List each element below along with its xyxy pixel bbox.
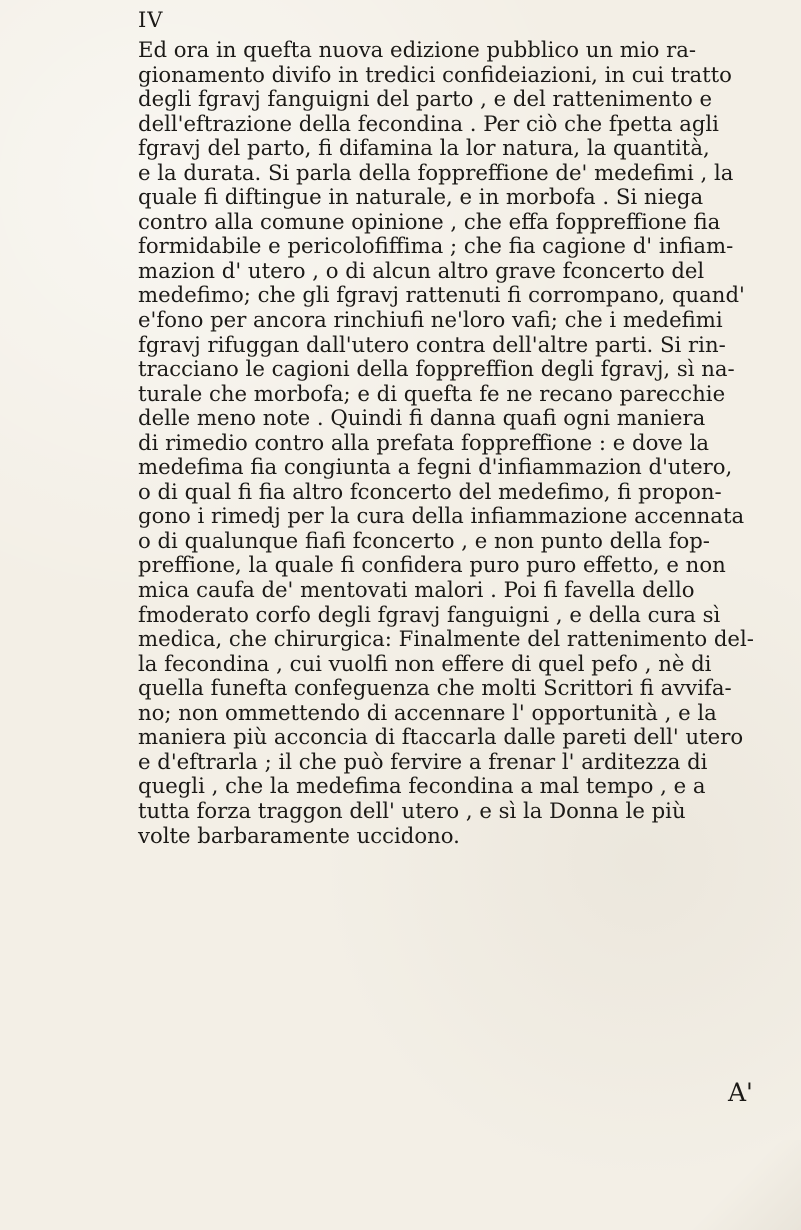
- text-line: mica caufa de' mentovati malori . Poi fi favella dello: [138, 577, 695, 603]
- text-line: volte barbaramente uccidono.: [138, 822, 460, 848]
- text-line: degli fgravj fanguigni del parto , e del rattenimento e: [138, 86, 713, 112]
- text-line: tracciano le cagioni della foppreffion degli fgravj, sì na-: [138, 356, 735, 382]
- catchword: A': [728, 1078, 753, 1107]
- text-line: la fecondina , cui vuolfi non effere di quel pefo , nè di: [138, 650, 712, 676]
- page-number: IV: [138, 8, 164, 32]
- text-line: e la durata. Si parla della foppreffione de' medefimi , la: [138, 159, 734, 185]
- text-line: quegli , che la medefima fecondina a mal tempo , e a: [138, 773, 706, 799]
- text-line: e'fono per ancora rinchiufi ne'loro vafi; che i medefimi: [138, 307, 723, 333]
- text-line: turale che morbofa; e di quefta fe ne recano parecchie: [138, 380, 726, 406]
- text-line: fgravj del parto, fi difamina la lor natura, la quantità,: [138, 135, 710, 161]
- body-text: [138, 38, 784, 848]
- text-line: gionamento divifo in tredici confideiazioni, in cui tratto: [138, 61, 732, 87]
- text-line: quale fi diftingue in naturale, e in morbofa . Si niega: [138, 184, 704, 210]
- text-line: medefimo; che gli fgravj rattenuti fi corrompano, quand': [138, 282, 745, 308]
- text-line: fgravj rifuggan dall'utero contra dell'altre parti. Si rin-: [138, 331, 726, 357]
- text-line: no; non ommettendo di accennare l' opportunità , e la: [138, 699, 717, 725]
- text-line: mazion d' utero , o di alcun altro grave fconcerto del: [138, 257, 705, 283]
- text-line: tutta forza traggon dell' utero , e sì la Donna le più: [138, 797, 686, 823]
- page-edge-shadow: [641, 1140, 801, 1230]
- text-line: fmoderato corfo degli fgravj fanguigni , e della cura sì: [138, 601, 721, 627]
- text-line: maniera più acconcia di ftaccarla dalle pareti dell' utero: [138, 724, 744, 750]
- text-line: quella funefta confeguenza che molti Scrittori fi avvifa-: [138, 675, 732, 701]
- text-line: Ed ora in quefta nuova edizione pubblico un mio ra-: [138, 37, 697, 62]
- text-line: medica, che chirurgica: Finalmente del rattenimento del-: [138, 626, 754, 652]
- text-line: di rimedio contro alla prefata foppreffione : e dove la: [138, 429, 709, 455]
- text-line: o di qualunque fiafi fconcerto , e non punto della fop-: [138, 527, 710, 553]
- text-line: formidabile e pericolofiffima ; che fia cagione d' infiam-: [138, 233, 734, 259]
- text-line: contro alla comune opinione , che effa foppreffione fia: [138, 208, 721, 234]
- text-line: delle meno note . Quindi fi danna quafi ogni maniera: [138, 405, 706, 431]
- text-line: o di qual fi fia altro fconcerto del medefimo, fi propon-: [138, 478, 722, 504]
- text-line: medefima fia congiunta a fegni d'infiammazion d'utero,: [138, 454, 733, 480]
- text-line: e d'eftrarla ; il che può fervire a frenar l' arditezza di: [138, 748, 708, 774]
- text-line: dell'eftrazione della fecondina . Per ciò che fpetta agli: [138, 110, 719, 136]
- text-line: preffione, la quale fi confidera puro puro effetto, e non: [138, 552, 726, 578]
- text-line: gono i rimedj per la cura della infiammazione accennata: [138, 503, 745, 529]
